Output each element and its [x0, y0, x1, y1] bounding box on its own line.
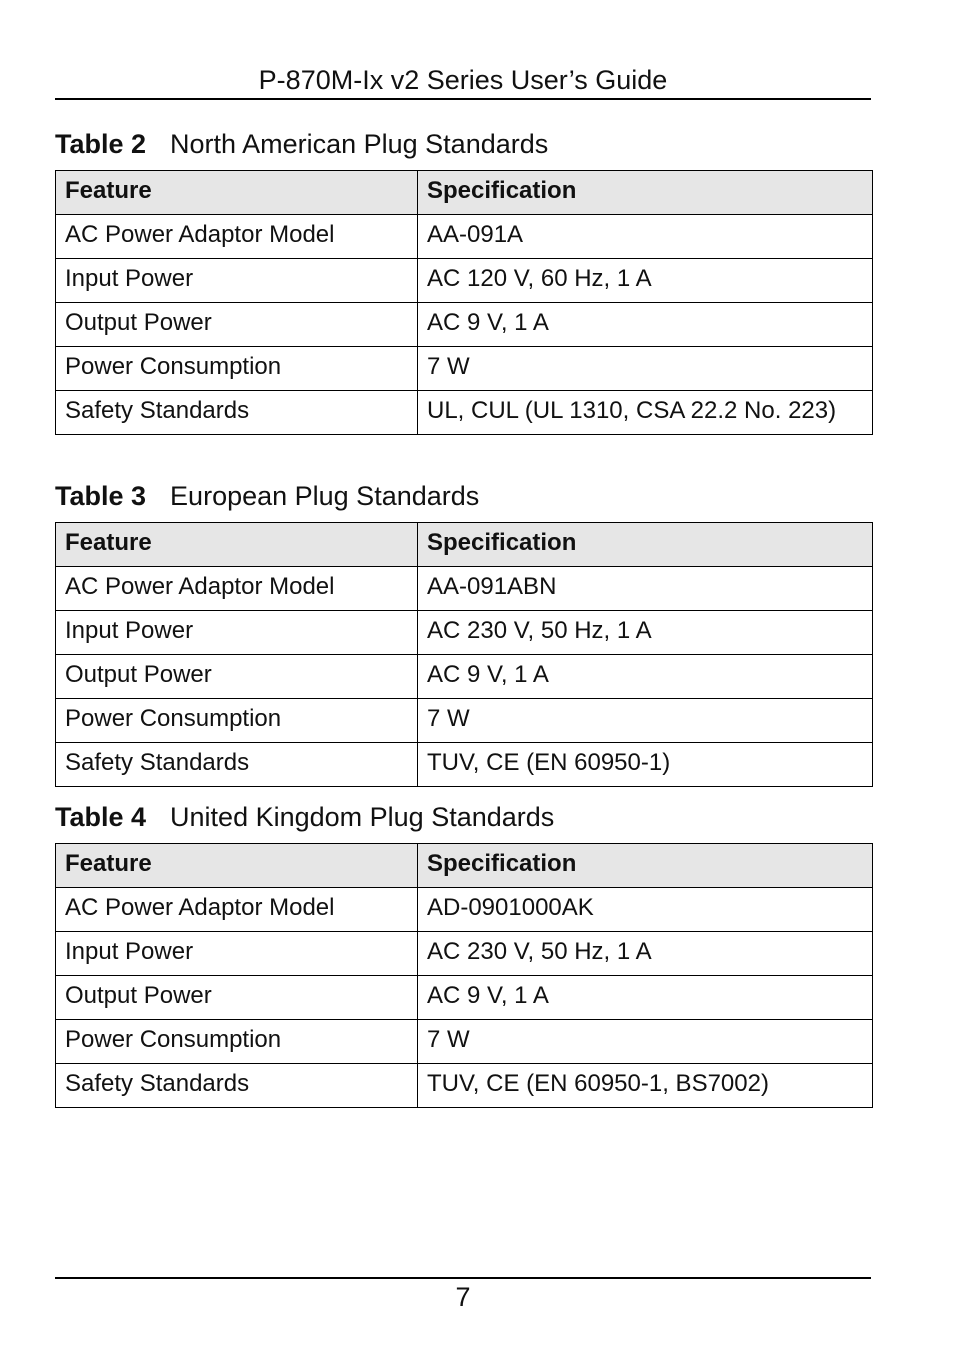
column-header-specification: Specification	[418, 844, 873, 888]
table-row	[56, 1020, 873, 1064]
table-row	[56, 391, 873, 435]
specification-cell: AC 9 V, 1 A	[418, 655, 873, 699]
table-number: Table 2	[55, 129, 147, 159]
specification-cell: TUV, CE (EN 60950-1, BS7002)	[418, 1064, 873, 1108]
footer-divider	[55, 1277, 871, 1279]
table-header-row	[56, 171, 873, 215]
table-number: Table 4	[55, 802, 147, 832]
feature-cell: Safety Standards	[56, 391, 418, 435]
specification-cell: AC 230 V, 50 Hz, 1 A	[418, 611, 873, 655]
table-title: European Plug Standards	[170, 481, 480, 511]
column-header-feature: Feature	[56, 523, 418, 567]
table-row	[56, 303, 873, 347]
table-row	[56, 1064, 873, 1108]
column-header-specification: Specification	[418, 171, 873, 215]
feature-cell: Output Power	[56, 655, 418, 699]
feature-cell: Power Consumption	[56, 699, 418, 743]
table-row	[56, 567, 873, 611]
specification-cell: UL, CUL (UL 1310, CSA 22.2 No. 223)	[418, 391, 873, 435]
table-row	[56, 611, 873, 655]
table-title: North American Plug Standards	[170, 129, 549, 159]
feature-cell: AC Power Adaptor Model	[56, 888, 418, 932]
specification-cell: AC 9 V, 1 A	[418, 976, 873, 1020]
table-row	[56, 888, 873, 932]
specification-cell: AA-091A	[418, 215, 873, 259]
feature-cell: Power Consumption	[56, 1020, 418, 1064]
table-row	[56, 347, 873, 391]
table-caption	[55, 128, 548, 160]
column-header-feature: Feature	[56, 844, 418, 888]
specification-cell: 7 W	[418, 1020, 873, 1064]
specification-cell: AA-091ABN	[418, 567, 873, 611]
feature-cell: Output Power	[56, 976, 418, 1020]
specification-cell: AC 230 V, 50 Hz, 1 A	[418, 932, 873, 976]
table-title: United Kingdom Plug Standards	[170, 802, 555, 832]
table-row	[56, 215, 873, 259]
column-header-specification: Specification	[418, 523, 873, 567]
page-number: 7	[455, 1282, 471, 1312]
table-header-row	[56, 844, 873, 888]
table-row	[56, 655, 873, 699]
table-caption	[55, 480, 479, 512]
specification-cell: AC 9 V, 1 A	[418, 303, 873, 347]
feature-cell: Input Power	[56, 259, 418, 303]
specification-cell: 7 W	[418, 347, 873, 391]
feature-cell: Output Power	[56, 303, 418, 347]
specification-cell: AC 120 V, 60 Hz, 1 A	[418, 259, 873, 303]
table-row	[56, 699, 873, 743]
feature-cell: Input Power	[56, 932, 418, 976]
feature-cell: AC Power Adaptor Model	[56, 567, 418, 611]
table-row	[56, 932, 873, 976]
table-header-row	[56, 523, 873, 567]
page-header: P-870M-Ix v2 Series User’s Guide	[55, 62, 871, 100]
column-header-feature: Feature	[56, 171, 418, 215]
feature-cell: Safety Standards	[56, 743, 418, 787]
feature-cell: Safety Standards	[56, 1064, 418, 1108]
table-caption	[55, 801, 554, 833]
specification-cell: 7 W	[418, 699, 873, 743]
table-number: Table 3	[55, 481, 147, 511]
north-american-plug-table	[55, 170, 873, 435]
feature-cell: AC Power Adaptor Model	[56, 215, 418, 259]
feature-cell: Input Power	[56, 611, 418, 655]
specification-cell: TUV, CE (EN 60950-1)	[418, 743, 873, 787]
specification-cell: AD-0901000AK	[418, 888, 873, 932]
table-row	[56, 743, 873, 787]
united-kingdom-plug-table	[55, 843, 873, 1108]
table-row	[56, 259, 873, 303]
feature-cell: Power Consumption	[56, 347, 418, 391]
european-plug-table	[55, 522, 873, 787]
table-row	[56, 976, 873, 1020]
